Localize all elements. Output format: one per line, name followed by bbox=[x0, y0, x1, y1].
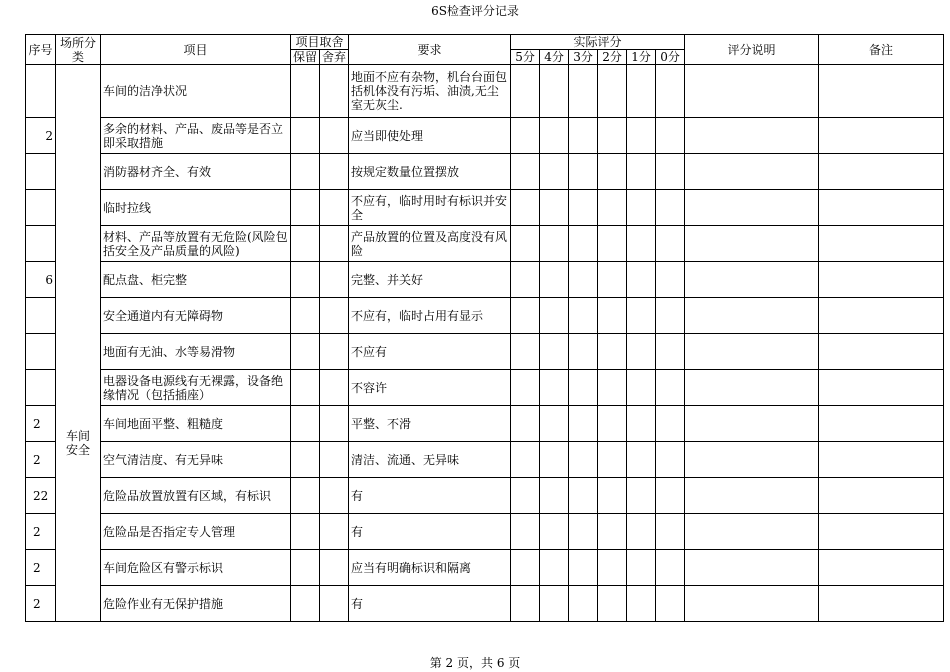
explanation-cell[interactable] bbox=[685, 550, 819, 586]
area-cell bbox=[56, 65, 101, 622]
header-seq: 序号 bbox=[26, 35, 56, 65]
score-4-cell[interactable] bbox=[540, 298, 569, 334]
item-cell: 危险品是否指定专人管理 bbox=[101, 514, 291, 550]
explanation-cell[interactable] bbox=[685, 154, 819, 190]
remark-cell[interactable] bbox=[819, 65, 944, 118]
requirement-cell: 不容许 bbox=[349, 370, 511, 406]
score-4-cell[interactable] bbox=[540, 442, 569, 478]
explanation-cell[interactable] bbox=[685, 442, 819, 478]
item-cell: 车间危险区有警示标识 bbox=[101, 550, 291, 586]
score-1-cell[interactable] bbox=[627, 154, 656, 190]
keep-cell[interactable] bbox=[291, 514, 320, 550]
score-2-cell[interactable] bbox=[598, 154, 627, 190]
explanation-cell[interactable] bbox=[685, 226, 819, 262]
header-item: 项目 bbox=[101, 35, 291, 65]
requirement-cell: 按规定数量位置摆放 bbox=[349, 154, 511, 190]
score-3-cell[interactable] bbox=[569, 478, 598, 514]
score-3-cell[interactable] bbox=[569, 334, 598, 370]
score-1-cell[interactable] bbox=[627, 370, 656, 406]
remark-cell[interactable] bbox=[819, 118, 944, 154]
score-2-cell[interactable] bbox=[598, 370, 627, 406]
header-keep-discard: 项目取舍 bbox=[291, 35, 349, 50]
score-2-cell[interactable] bbox=[598, 334, 627, 370]
score-4-cell[interactable] bbox=[540, 65, 569, 118]
score-0-cell[interactable] bbox=[656, 154, 685, 190]
seq-cell bbox=[26, 334, 56, 370]
area-label: 车间安全 bbox=[65, 429, 90, 457]
requirement-cell: 有 bbox=[349, 586, 511, 622]
score-3-cell[interactable] bbox=[569, 65, 598, 118]
score-3-cell[interactable] bbox=[569, 118, 598, 154]
score-3-cell[interactable] bbox=[569, 406, 598, 442]
keep-cell[interactable] bbox=[291, 550, 320, 586]
requirement-cell: 有 bbox=[349, 514, 511, 550]
requirement-cell: 不应有，临时用时有标识并安全 bbox=[349, 190, 511, 226]
score-3-cell[interactable] bbox=[569, 586, 598, 622]
keep-cell[interactable] bbox=[291, 190, 320, 226]
discard-cell[interactable] bbox=[320, 586, 349, 622]
remark-cell[interactable] bbox=[819, 550, 944, 586]
score-4-cell[interactable] bbox=[540, 370, 569, 406]
score-5-cell[interactable] bbox=[511, 406, 540, 442]
discard-cell[interactable] bbox=[320, 334, 349, 370]
score-4-cell[interactable] bbox=[540, 406, 569, 442]
table-row bbox=[26, 334, 944, 370]
seq-cell: 22 bbox=[26, 478, 56, 514]
discard-cell[interactable] bbox=[320, 370, 349, 406]
item-cell: 临时拉线 bbox=[101, 190, 291, 226]
score-5-cell[interactable] bbox=[511, 262, 540, 298]
header-score-5: 5分 bbox=[511, 50, 540, 65]
keep-cell[interactable] bbox=[291, 226, 320, 262]
discard-cell[interactable] bbox=[320, 154, 349, 190]
remark-cell[interactable] bbox=[819, 442, 944, 478]
header-explanation: 评分说明 bbox=[685, 35, 819, 65]
score-5-cell[interactable] bbox=[511, 370, 540, 406]
explanation-cell[interactable] bbox=[685, 478, 819, 514]
score-1-cell[interactable] bbox=[627, 190, 656, 226]
table-row bbox=[26, 442, 944, 478]
remark-cell[interactable] bbox=[819, 190, 944, 226]
score-2-cell[interactable] bbox=[598, 586, 627, 622]
score-5-cell[interactable] bbox=[511, 442, 540, 478]
seq-cell bbox=[26, 190, 56, 226]
score-4-cell[interactable] bbox=[540, 334, 569, 370]
seq-cell bbox=[26, 154, 56, 190]
requirement-cell: 应当即使处理 bbox=[349, 118, 511, 154]
score-0-cell[interactable] bbox=[656, 514, 685, 550]
score-0-cell[interactable] bbox=[656, 118, 685, 154]
table-row bbox=[26, 406, 944, 442]
discard-cell[interactable] bbox=[320, 514, 349, 550]
keep-cell[interactable] bbox=[291, 370, 320, 406]
score-0-cell[interactable] bbox=[656, 262, 685, 298]
explanation-cell[interactable] bbox=[685, 298, 819, 334]
discard-cell[interactable] bbox=[320, 478, 349, 514]
score-1-cell[interactable] bbox=[627, 65, 656, 118]
score-4-cell[interactable] bbox=[540, 550, 569, 586]
header-actual-score: 实际评分 bbox=[511, 35, 685, 50]
header-area: 场所分类 bbox=[56, 35, 101, 65]
score-0-cell[interactable] bbox=[656, 442, 685, 478]
header-score-3: 3分 bbox=[569, 50, 598, 65]
keep-cell[interactable] bbox=[291, 298, 320, 334]
header-score-4: 4分 bbox=[540, 50, 569, 65]
score-0-cell[interactable] bbox=[656, 298, 685, 334]
remark-cell[interactable] bbox=[819, 226, 944, 262]
page-footer: 第 2 页，共 6 页 bbox=[429, 656, 521, 670]
inspection-table bbox=[25, 34, 944, 622]
explanation-cell[interactable] bbox=[685, 370, 819, 406]
remark-cell[interactable] bbox=[819, 586, 944, 622]
discard-cell[interactable] bbox=[320, 406, 349, 442]
seq-cell: 2 bbox=[26, 442, 56, 478]
score-5-cell[interactable] bbox=[511, 298, 540, 334]
score-2-cell[interactable] bbox=[598, 190, 627, 226]
item-cell: 车间地面平整、粗糙度 bbox=[101, 406, 291, 442]
seq-cell bbox=[26, 298, 56, 334]
score-4-cell[interactable] bbox=[540, 478, 569, 514]
remark-cell[interactable] bbox=[819, 478, 944, 514]
keep-cell[interactable] bbox=[291, 154, 320, 190]
header-remark: 备注 bbox=[819, 35, 944, 65]
seq-cell: 2 bbox=[26, 586, 56, 622]
table-row bbox=[26, 298, 944, 334]
keep-cell[interactable] bbox=[291, 65, 320, 118]
explanation-cell[interactable] bbox=[685, 586, 819, 622]
seq-cell: 2 bbox=[26, 406, 56, 442]
score-1-cell[interactable] bbox=[627, 514, 656, 550]
item-cell: 安全通道内有无障碍物 bbox=[101, 298, 291, 334]
remark-cell[interactable] bbox=[819, 514, 944, 550]
table-row bbox=[26, 65, 944, 118]
item-cell: 危险作业有无保护措施 bbox=[101, 586, 291, 622]
score-3-cell[interactable] bbox=[569, 370, 598, 406]
table-row bbox=[26, 514, 944, 550]
remark-cell[interactable] bbox=[819, 262, 944, 298]
score-2-cell[interactable] bbox=[598, 262, 627, 298]
keep-cell[interactable] bbox=[291, 334, 320, 370]
score-1-cell[interactable] bbox=[627, 118, 656, 154]
score-1-cell[interactable] bbox=[627, 334, 656, 370]
table-row bbox=[26, 586, 944, 622]
item-cell: 车间的洁净状况 bbox=[101, 65, 291, 118]
item-cell: 消防器材齐全、有效 bbox=[101, 154, 291, 190]
score-5-cell[interactable] bbox=[511, 514, 540, 550]
requirement-cell: 清洁、流通、无异味 bbox=[349, 442, 511, 478]
score-3-cell[interactable] bbox=[569, 262, 598, 298]
explanation-cell[interactable] bbox=[685, 190, 819, 226]
remark-cell[interactable] bbox=[819, 298, 944, 334]
score-5-cell[interactable] bbox=[511, 226, 540, 262]
header-score-0: 0分 bbox=[656, 50, 685, 65]
score-0-cell[interactable] bbox=[656, 65, 685, 118]
score-2-cell[interactable] bbox=[598, 514, 627, 550]
keep-cell[interactable] bbox=[291, 118, 320, 154]
score-1-cell[interactable] bbox=[627, 226, 656, 262]
score-1-cell[interactable] bbox=[627, 406, 656, 442]
requirement-cell: 不应有 bbox=[349, 334, 511, 370]
table-row bbox=[26, 154, 944, 190]
explanation-cell[interactable] bbox=[685, 406, 819, 442]
requirement-cell: 完整、并关好 bbox=[349, 262, 511, 298]
score-4-cell[interactable] bbox=[540, 118, 569, 154]
score-5-cell[interactable] bbox=[511, 190, 540, 226]
score-1-cell[interactable] bbox=[627, 262, 656, 298]
score-4-cell[interactable] bbox=[540, 514, 569, 550]
header-score-2: 2分 bbox=[598, 50, 627, 65]
seq-cell bbox=[26, 226, 56, 262]
seq-cell: 2 bbox=[26, 550, 56, 586]
score-2-cell[interactable] bbox=[598, 65, 627, 118]
score-2-cell[interactable] bbox=[598, 406, 627, 442]
page-title: 6S检查评分记录 bbox=[431, 4, 519, 18]
score-3-cell[interactable] bbox=[569, 550, 598, 586]
score-5-cell[interactable] bbox=[511, 550, 540, 586]
score-5-cell[interactable] bbox=[511, 118, 540, 154]
score-2-cell[interactable] bbox=[598, 118, 627, 154]
remark-cell[interactable] bbox=[819, 154, 944, 190]
seq-cell bbox=[26, 370, 56, 406]
score-5-cell[interactable] bbox=[511, 154, 540, 190]
score-3-cell[interactable] bbox=[569, 298, 598, 334]
score-0-cell[interactable] bbox=[656, 586, 685, 622]
score-0-cell[interactable] bbox=[656, 190, 685, 226]
requirement-cell: 平整、不滑 bbox=[349, 406, 511, 442]
score-5-cell[interactable] bbox=[511, 586, 540, 622]
header-discard: 舍弃 bbox=[320, 50, 349, 65]
score-1-cell[interactable] bbox=[627, 550, 656, 586]
requirement-cell: 应当有明确标识和隔离 bbox=[349, 550, 511, 586]
score-4-cell[interactable] bbox=[540, 154, 569, 190]
item-cell: 地面有无油、水等易滑物 bbox=[101, 334, 291, 370]
table-row bbox=[26, 118, 944, 154]
remark-cell[interactable] bbox=[819, 406, 944, 442]
seq-cell: 2 bbox=[26, 118, 56, 154]
remark-cell[interactable] bbox=[819, 370, 944, 406]
score-4-cell[interactable] bbox=[540, 586, 569, 622]
score-2-cell[interactable] bbox=[598, 226, 627, 262]
explanation-cell[interactable] bbox=[685, 118, 819, 154]
header-score-1: 1分 bbox=[627, 50, 656, 65]
explanation-cell[interactable] bbox=[685, 334, 819, 370]
score-3-cell[interactable] bbox=[569, 514, 598, 550]
explanation-cell[interactable] bbox=[685, 514, 819, 550]
score-2-cell[interactable] bbox=[598, 550, 627, 586]
score-0-cell[interactable] bbox=[656, 370, 685, 406]
requirement-cell: 不应有，临时占用有显示 bbox=[349, 298, 511, 334]
score-0-cell[interactable] bbox=[656, 406, 685, 442]
item-cell: 多余的材料、产品、废品等是否立即采取措施 bbox=[101, 118, 291, 154]
item-cell: 空气清洁度、有无异味 bbox=[101, 442, 291, 478]
keep-cell[interactable] bbox=[291, 262, 320, 298]
requirement-cell: 产品放置的位置及高度没有风险 bbox=[349, 226, 511, 262]
score-1-cell[interactable] bbox=[627, 298, 656, 334]
discard-cell[interactable] bbox=[320, 550, 349, 586]
score-4-cell[interactable] bbox=[540, 226, 569, 262]
score-0-cell[interactable] bbox=[656, 226, 685, 262]
table-row bbox=[26, 550, 944, 586]
score-1-cell[interactable] bbox=[627, 442, 656, 478]
remark-cell[interactable] bbox=[819, 334, 944, 370]
explanation-cell[interactable] bbox=[685, 262, 819, 298]
discard-cell[interactable] bbox=[320, 190, 349, 226]
discard-cell[interactable] bbox=[320, 65, 349, 118]
keep-cell[interactable] bbox=[291, 586, 320, 622]
item-cell: 危险品放置放置有区域，有标识 bbox=[101, 478, 291, 514]
table-row bbox=[26, 370, 944, 406]
item-cell: 电器设备电源线有无裸露，设备绝缘情况（包括插座） bbox=[101, 370, 291, 406]
header-keep: 保留 bbox=[291, 50, 320, 65]
discard-cell[interactable] bbox=[320, 442, 349, 478]
keep-cell[interactable] bbox=[291, 478, 320, 514]
seq-cell bbox=[26, 65, 56, 118]
score-3-cell[interactable] bbox=[569, 226, 598, 262]
score-5-cell[interactable] bbox=[511, 334, 540, 370]
discard-cell[interactable] bbox=[320, 298, 349, 334]
table-row bbox=[26, 262, 944, 298]
score-2-cell[interactable] bbox=[598, 298, 627, 334]
score-5-cell[interactable] bbox=[511, 65, 540, 118]
table-row bbox=[26, 478, 944, 514]
item-cell: 配点盘、柜完整 bbox=[101, 262, 291, 298]
score-1-cell[interactable] bbox=[627, 478, 656, 514]
score-1-cell[interactable] bbox=[627, 586, 656, 622]
score-4-cell[interactable] bbox=[540, 190, 569, 226]
table-row bbox=[26, 226, 944, 262]
score-3-cell[interactable] bbox=[569, 154, 598, 190]
requirement-cell: 地面不应有杂物，机台台面包括机体没有污垢、油渍,无尘室无灰尘. bbox=[349, 65, 511, 118]
score-4-cell[interactable] bbox=[540, 262, 569, 298]
header-requirement: 要求 bbox=[349, 35, 511, 65]
score-2-cell[interactable] bbox=[598, 442, 627, 478]
score-3-cell[interactable] bbox=[569, 190, 598, 226]
item-cell: 材料、产品等放置有无危险(风险包括安全及产品质量的风险) bbox=[101, 226, 291, 262]
score-2-cell[interactable] bbox=[598, 478, 627, 514]
keep-cell[interactable] bbox=[291, 406, 320, 442]
keep-cell[interactable] bbox=[291, 442, 320, 478]
requirement-cell: 有 bbox=[349, 478, 511, 514]
score-5-cell[interactable] bbox=[511, 478, 540, 514]
seq-cell: 2 bbox=[26, 514, 56, 550]
score-0-cell[interactable] bbox=[656, 550, 685, 586]
discard-cell[interactable] bbox=[320, 262, 349, 298]
discard-cell[interactable] bbox=[320, 118, 349, 154]
score-0-cell[interactable] bbox=[656, 334, 685, 370]
seq-cell: 6 bbox=[26, 262, 56, 298]
score-3-cell[interactable] bbox=[569, 442, 598, 478]
score-0-cell[interactable] bbox=[656, 478, 685, 514]
explanation-cell[interactable] bbox=[685, 65, 819, 118]
table-row bbox=[26, 190, 944, 226]
discard-cell[interactable] bbox=[320, 226, 349, 262]
